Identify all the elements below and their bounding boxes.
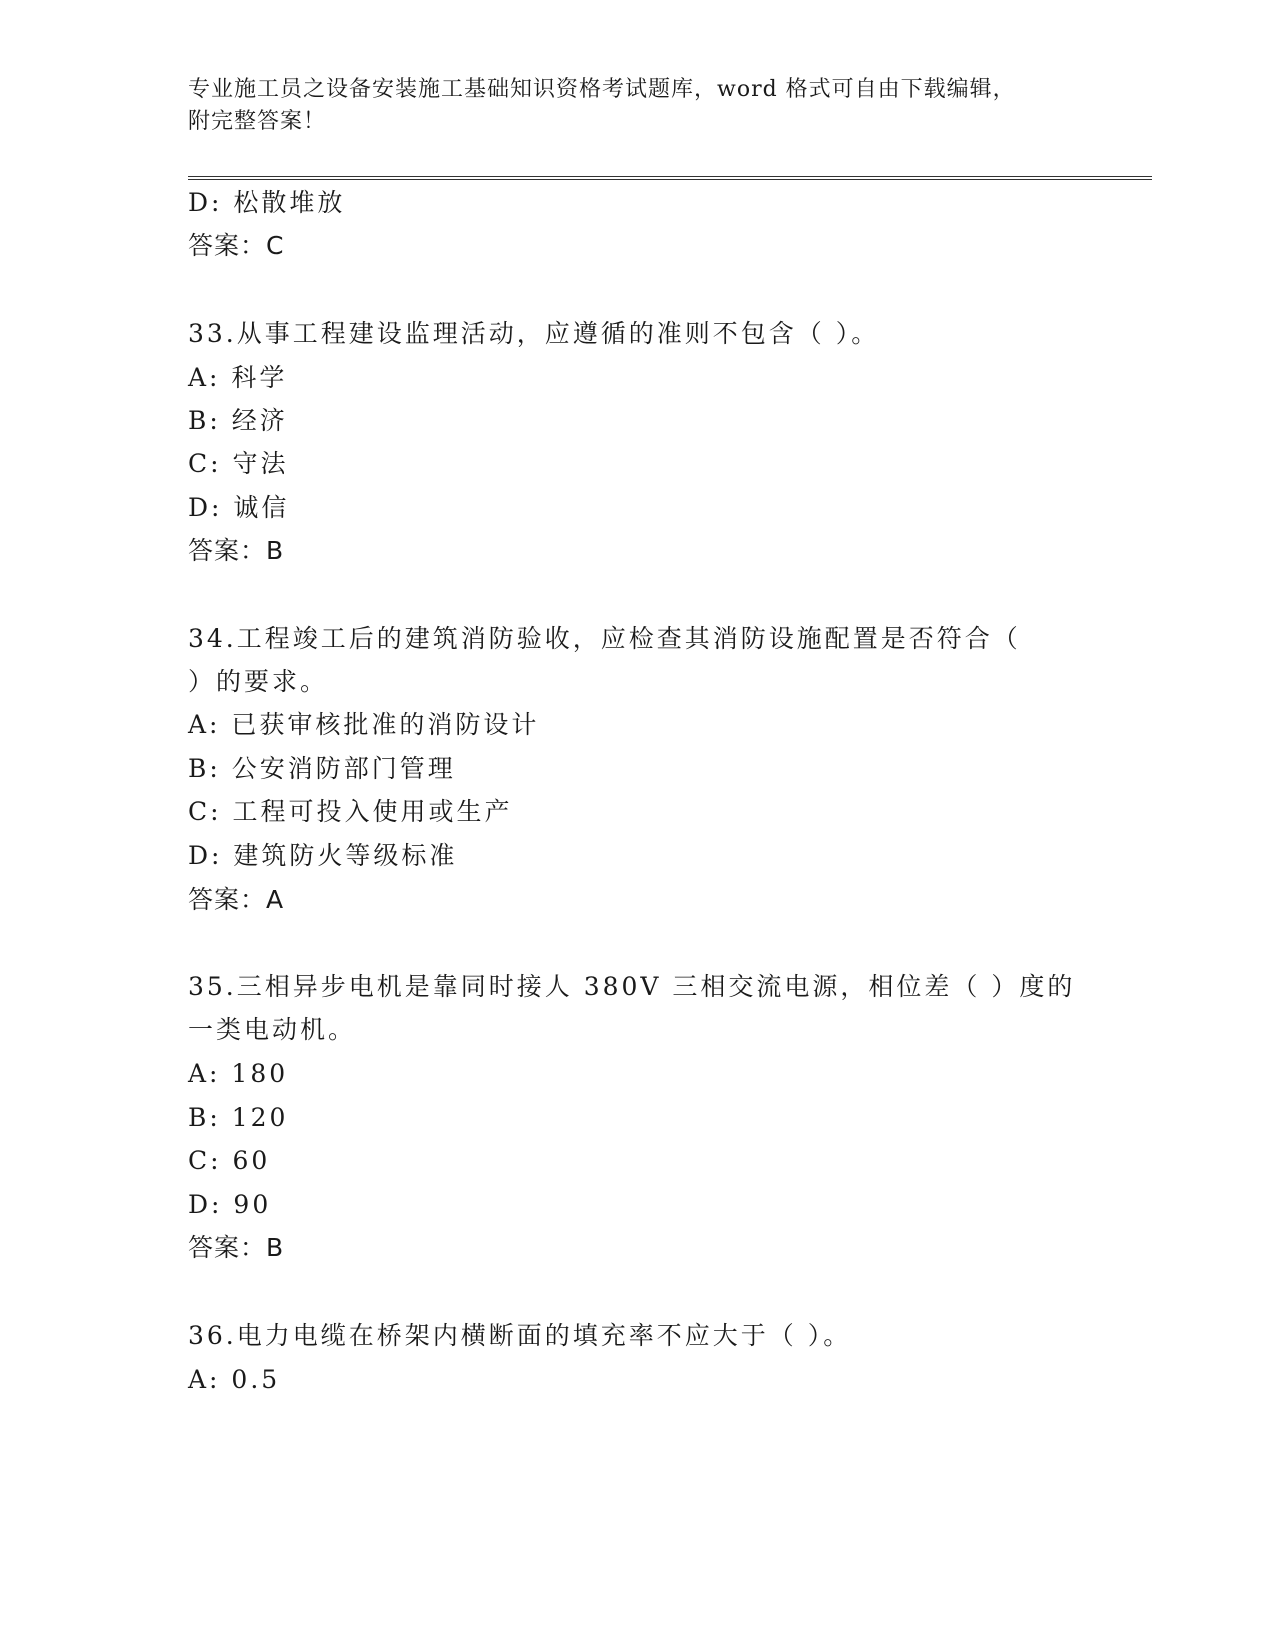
q35-option-a: A: 180 bbox=[188, 1059, 289, 1088]
q32-option-d: D: 松散堆放 bbox=[188, 188, 346, 217]
header-divider bbox=[188, 176, 1152, 180]
q34-option-c: C: 工程可投入使用或生产 bbox=[188, 797, 513, 826]
q35-option-c: C: 60 bbox=[188, 1146, 271, 1175]
q36-stem: 36.电力电缆在桥架内横断面的填充率不应大于（ ）。 bbox=[188, 1321, 852, 1350]
q33-stem: 33.从事工程建设监理活动，应遵循的准则不包含（ ）。 bbox=[188, 319, 880, 348]
header-line-2: 附完整答案！ bbox=[188, 109, 327, 134]
q35-option-b: B: 120 bbox=[188, 1103, 289, 1132]
header-line-1: 专业施工员之设备安装施工基础知识资格考试题库，word 格式可自由下载编辑， bbox=[188, 77, 1016, 102]
q33-option-a: A: 科学 bbox=[188, 363, 288, 392]
q33-option-d: D: 诚信 bbox=[188, 493, 290, 522]
q34-stem-line-1: 34.工程竣工后的建筑消防验收，应检查其消防设施配置是否符合（ bbox=[188, 624, 1021, 653]
q36-option-a: A: 0.5 bbox=[188, 1365, 281, 1394]
page-header bbox=[188, 74, 1088, 138]
q35-stem-line-1: 35.三相异步电机是靠同时接人 380V 三相交流电源，相位差（ ）度的 bbox=[188, 972, 1076, 1001]
q35-answer: 答案：B bbox=[188, 1233, 285, 1262]
q33-option-c: C: 守法 bbox=[188, 449, 289, 478]
q34-option-d: D: 建筑防火等级标准 bbox=[188, 841, 458, 870]
q34-stem-line-2: ）的要求。 bbox=[188, 667, 329, 696]
q34-answer: 答案：A bbox=[188, 885, 285, 914]
q33-option-b: B: 经济 bbox=[188, 406, 288, 435]
q34-option-a: A: 已获审核批准的消防设计 bbox=[188, 710, 540, 739]
q33-answer: 答案：B bbox=[188, 536, 285, 565]
q34-option-b: B: 公安消防部门管理 bbox=[188, 754, 456, 783]
q35-stem-line-2: 一类电动机。 bbox=[188, 1015, 357, 1044]
q32-answer: 答案：C bbox=[188, 231, 285, 260]
q35-option-d: D: 90 bbox=[188, 1190, 272, 1219]
